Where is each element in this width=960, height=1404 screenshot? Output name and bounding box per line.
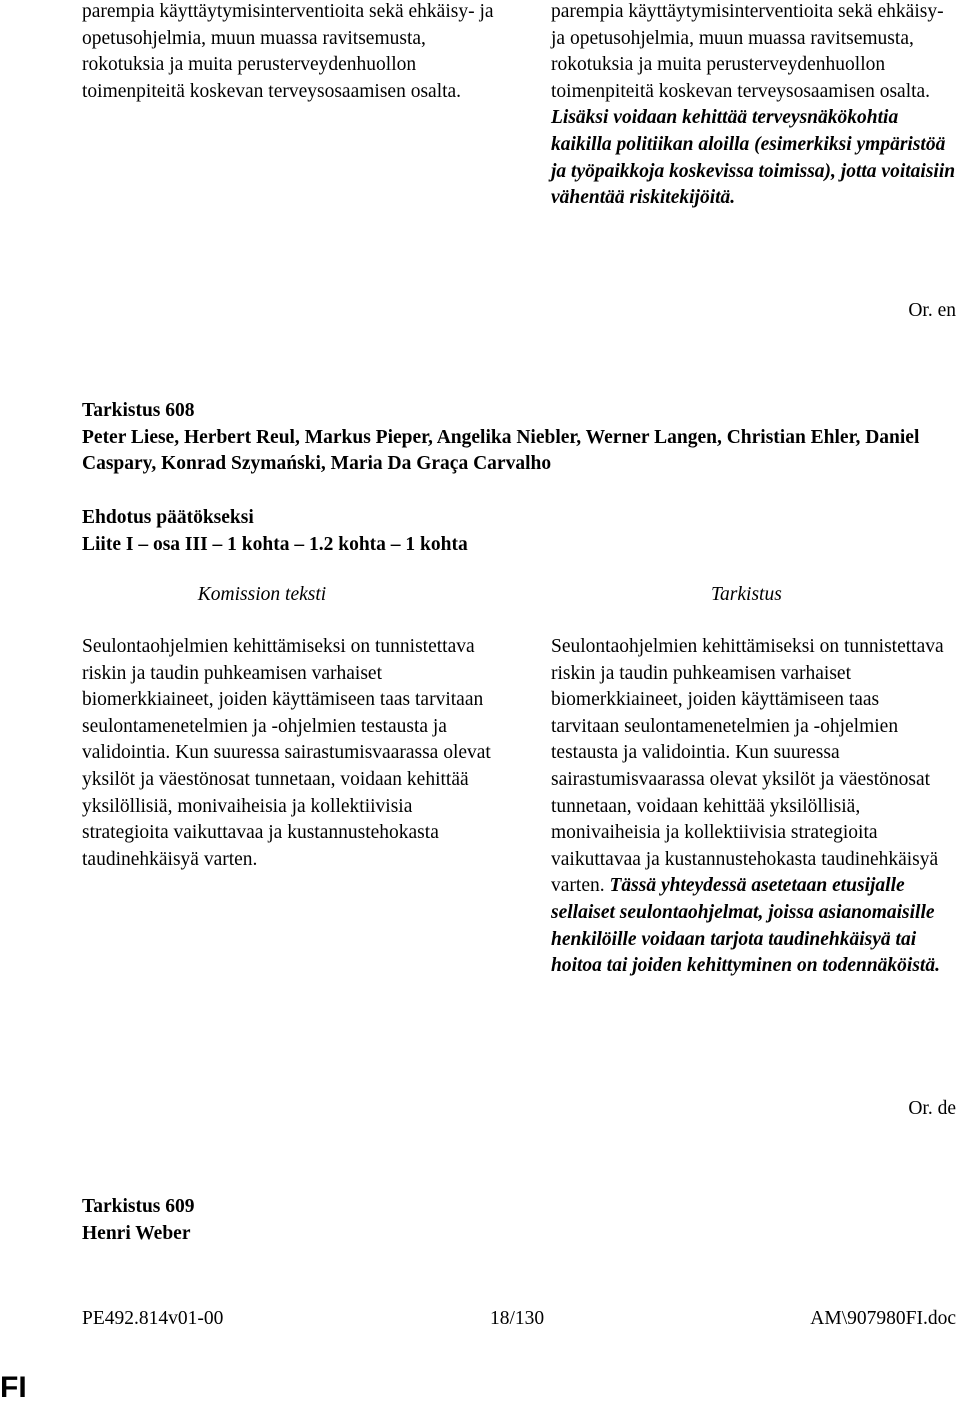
amendment-added-text: Tässä yhteydessä asetetaan etusijalle sellaiset seulontaohjelmat, joissa asianomaisille henkilöille voidaan tarjota taudinehkäisyä tai hoitoa tai joiden kehittyminen on todennäköistä. [551,875,940,977]
amendment-609-heading [82,1194,952,1247]
top-right-added-text: Lisäksi voidaan kehittää terveysnäkökohtia kaikilla politiikan aloilla (esimerkiksi ympäristöä ja työpaikkoja koskevissa toimissa), jotta voitaisiin vähentää riskitekijöitä. [551,107,956,209]
proposal-type: Ehdotus päätökseksi [82,507,254,528]
footer-doc-ref: PE492.814v01-00 [82,1308,224,1329]
original-language-de: Or. de [908,1098,956,1119]
top-right-text: parempia käyttäytymisinterventioita sekä ehkäisy- ja opetusohjelmia, muun muassa ravitsemusta, rokotuksia ja muita perusterveydenhuollon toimenpiteitä koskevan terveysosaamisen osalta. [551,1,944,102]
amendment-609-authors: Henri Weber [82,1222,191,1244]
amendment-608-authors: Peter Liese, Herbert Reul, Markus Pieper, Angelika Niebler, Werner Langen, Christian Ehler, Daniel Caspary, Konrad Szymański, Maria Da Graça Carvalho [82,426,920,475]
column-title-amendment: Tarkistus [711,584,782,605]
footer-file-name: AM\907980FI.doc [810,1308,956,1329]
amendment-paragraph [551,634,951,980]
column-title-commission: Komission teksti [197,584,327,605]
top-left-column [82,0,502,105]
footer-page-number: 18/130 [490,1308,545,1329]
top-right-paragraph [551,0,956,212]
proposal-reference: Liite I – osa III – 1 kohta – 1.2 kohta – 1 kohta [82,533,468,555]
amendment-608-number: Tarkistus 608 [82,400,195,421]
commission-text: Seulontaohjelmien kehittämiseksi on tunnistettava riskin ja taudin puhkeamisen varhaiset biomerkkiaineet, joiden käyttämiseen taas tarvitaan seulontamenetelmien ja -ohjelmien testausta ja validointia. Kun suuressa sairastumisvaarassa olevat yksilöt ja väestönosat tunnetaan, voidaan kehittää yksilöllisiä, monivaiheisia ja kollektiivisia strategioita vaikuttavaa ja kustannustehokasta taudinehkäisyä varten. [82,636,491,870]
amendment-text: Seulontaohjelmien kehittämiseksi on tunnistettava riskin ja taudin puhkeamisen varhaiset biomerkkiaineet, joiden käyttämiseen taas tarvitaan seulontamenetelmien ja -ohjelmien testausta ja validointia. Kun suuressa sairastumisvaarassa olevat yksilöt ja väestönosat tunnetaan, voidaan kehittää yksilöllisiä, monivaiheisia ja kollektiivisia strategioita vaikuttavaa ja kustannustehokasta taudinehkäisyä varten. [551,636,944,897]
amendment-text-column [551,634,951,980]
amendment-608-heading [82,398,952,478]
amendment-608-proposal [82,505,952,558]
commission-text-column [82,634,497,873]
top-left-text: parempia käyttäytymisinterventioita sekä ehkäisy- ja opetusohjelmia, muun muassa ravitsemusta, rokotuksia ja muita perusterveydenhuollon toimenpiteitä koskevan terveysosaamisen osalta. [82,1,494,102]
top-right-column [551,0,956,212]
language-tag: FI [0,1371,27,1404]
original-language-en: Or. en [908,300,956,321]
amendment-609-number: Tarkistus 609 [82,1196,195,1217]
